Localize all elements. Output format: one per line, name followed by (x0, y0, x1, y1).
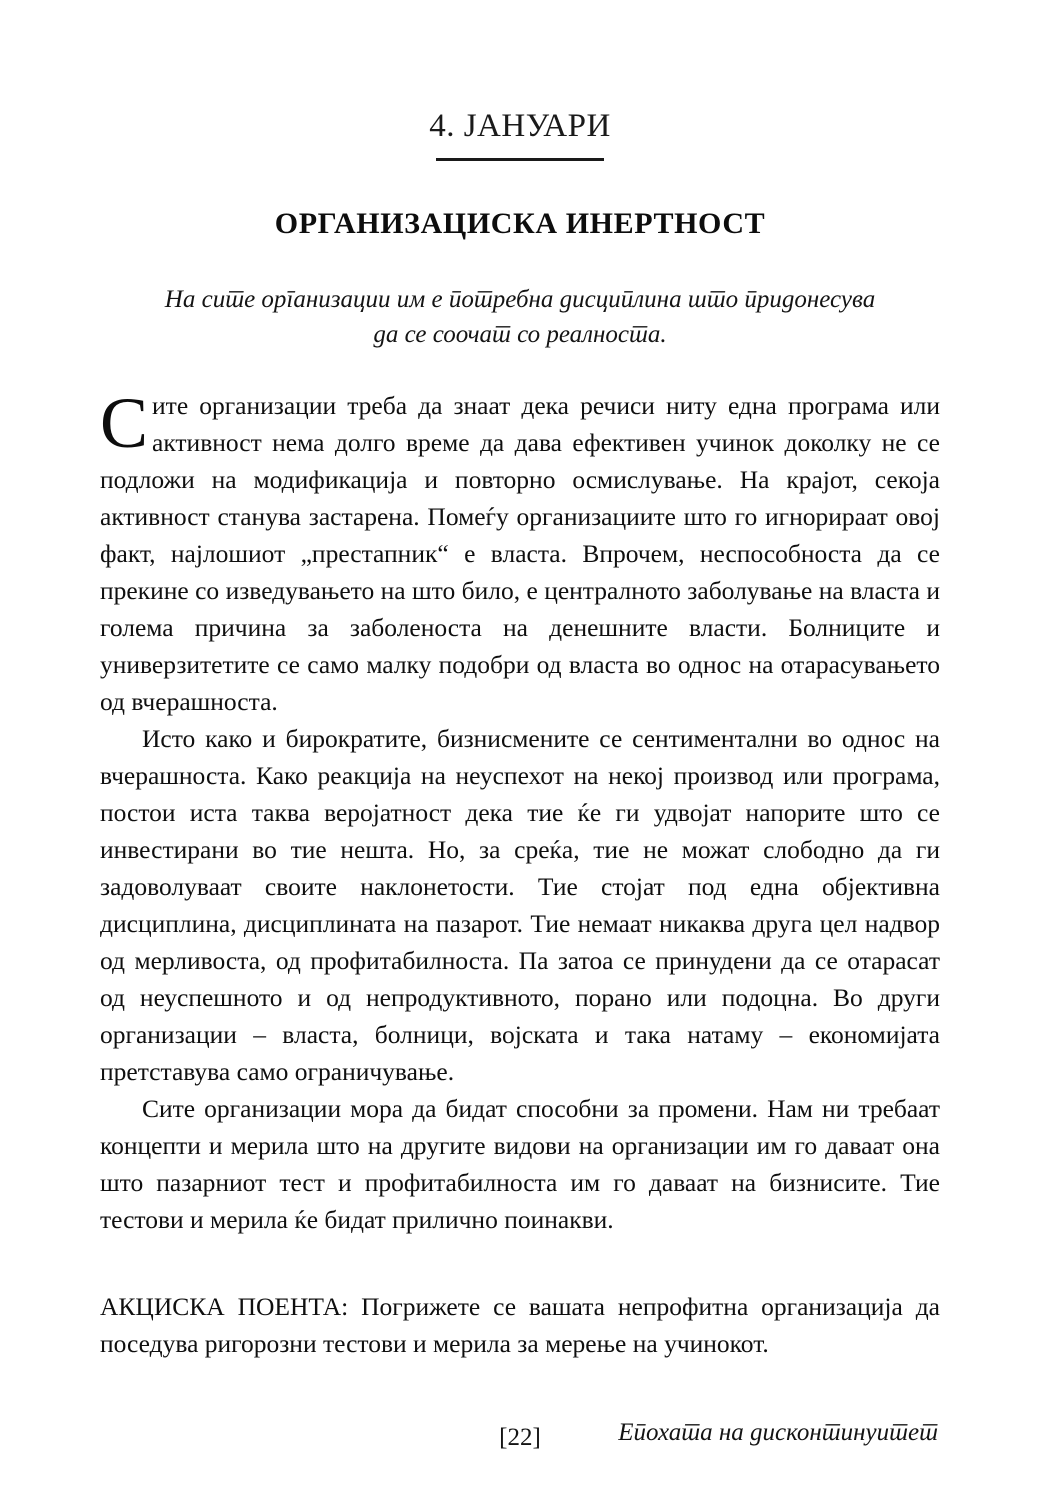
page-number: [22] (499, 1424, 541, 1451)
epigraph (100, 283, 940, 352)
body-paragraph-2: Исто како и бирократите, бизнисмените се сентиментални во однос на вчерашноста. Како реакција на неуспехот на некој производ или програма, постои иста таква веројатност дека тие ќе ги удвојат напорите што се инвестирани во тие нешта. Но, за среќа, тие не можат слободно да ги задоволуваат своите наклонетости. Тие стојат под една објективна дисциплина, дисциплината на пазарот. Тие немаат никаква друга цел надвор од мерливоста, од профитабилноста. Па затоа се принудени да се отарасат од неуспешното и од непродуктивното, порано или подоцна. Во други организации – власта, болници, војската и така натаму – економијата претставува само ограничување. (100, 724, 940, 1086)
header-divider-rule (436, 158, 604, 161)
epigraph-line-1: На сите организации им е потребна дисциплина што придонесува (164, 286, 876, 314)
body-paragraph-3: Сите организации мора да бидат способни за промени. Нам ни требаат концепти и мерила што на другите видови на организации им го даваат она што пазарниот тест и профитабилноста им го даваат на бизнисите. Тие тестови и мерила ќе бидат прилично поинакви. (100, 1093, 940, 1234)
source-attribution: Епохата на дисконтинуитет (618, 1418, 938, 1446)
epigraph-line-2: да се соочат со реалноста. (373, 320, 667, 348)
date-header: 4. ЈАНУАРИ (429, 108, 611, 144)
chapter-title: ОРГАНИЗАЦИСКА ИНЕРТНОСТ (274, 207, 766, 241)
page-content (100, 0, 940, 1447)
action-point: АКЦИСКА ПОЕНТА: Погрижете се вашата непрофитна организација да поседува ригорозни тестови и мерила за мерење на учинокот. (100, 1291, 940, 1358)
body-paragraph-1: Сите организации треба да знаат дека речиси ниту една програма или активност нема долго време да дава ефективен учинок доколку не се подложи на модификација и повторно осмислување. На крајот, секоја активност станува застарена. Помеѓу организациите што го игнорираат овој факт, најлошиот „престапник“ е власта. Впрочем, неспособноста да се прекине со изведувањето на што било, е централното заболување на власта и голема причина за заболеноста на денешните власти. Болниците и универзитетите се само малку подобри од власта во однос на отарасувањето од вчерашноста. (100, 383, 940, 717)
body-text (100, 383, 940, 1238)
